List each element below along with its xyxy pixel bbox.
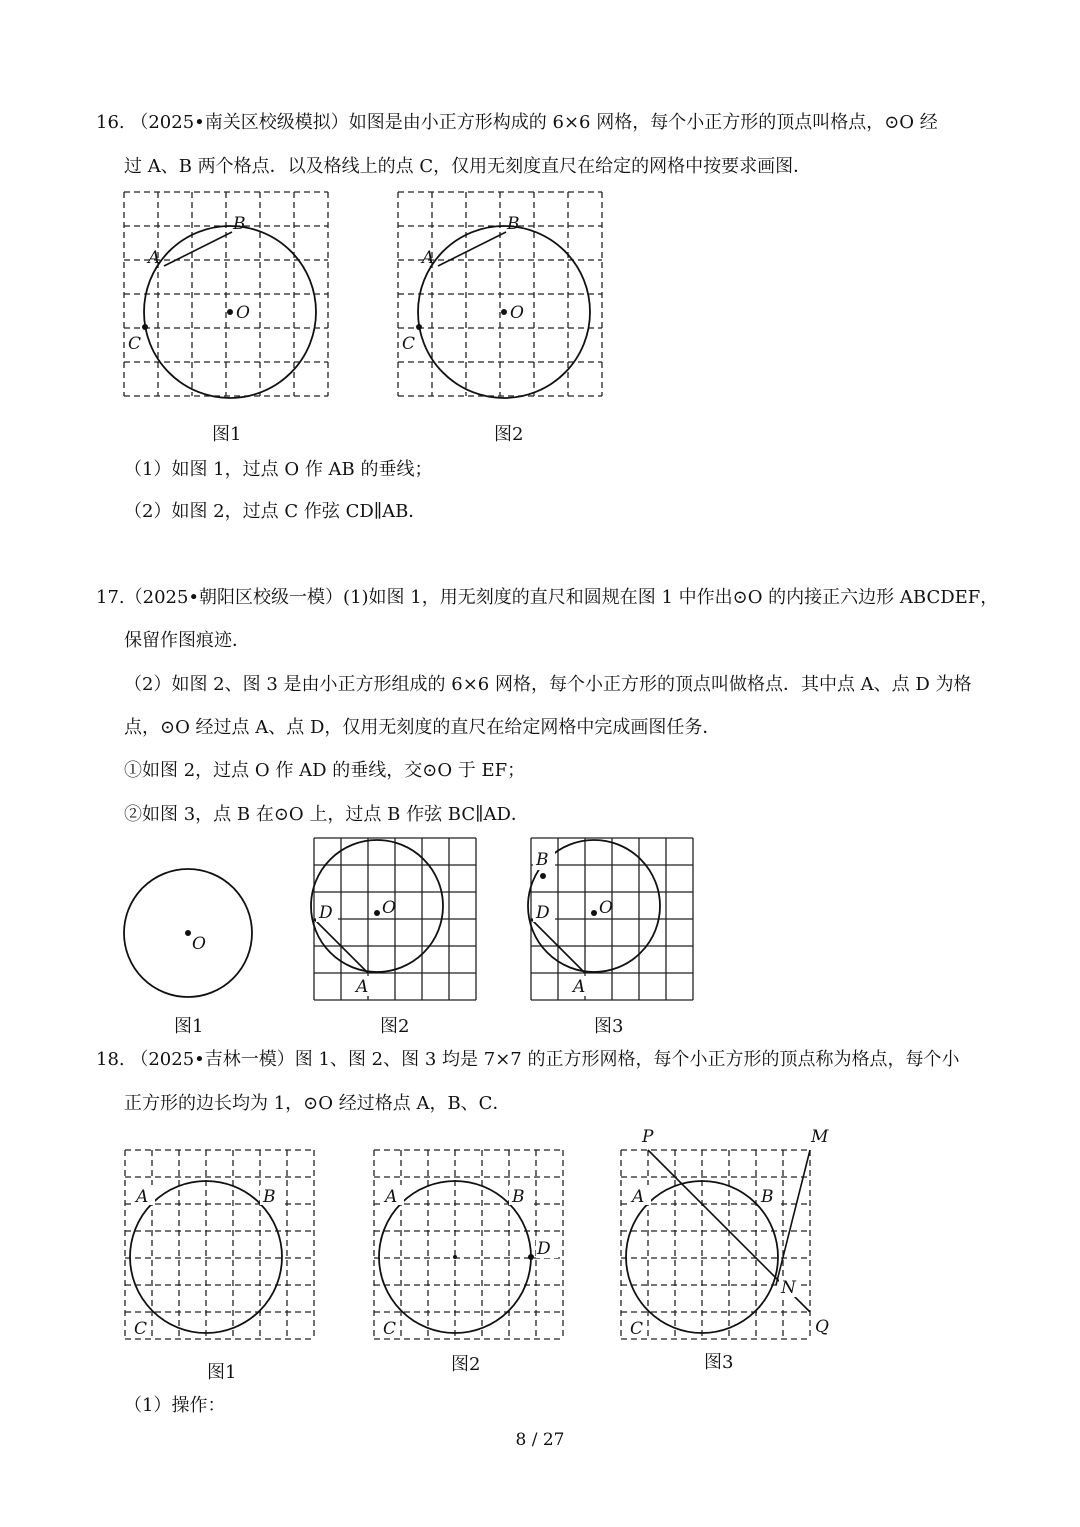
q16-part1: （1）如图 1，过点 O 作 AB 的垂线； [124,459,433,480]
label-o: O [236,303,250,323]
q17-line5: ①如图 2，过点 O 作 AD 的垂线，交⊙O 于 EF； [124,760,526,781]
q17-line2: 保留作图痕迹． [124,630,250,651]
label-c: C [383,1319,397,1339]
chord-ab [438,232,506,266]
q17-line3: （2）如图 2、图 3 是由小正方形组成的 6×6 网格，每个小正方形的顶点叫做格点．其中点 A、点 D 为格 [124,674,972,695]
label-a: A [385,1187,398,1207]
center-point [185,930,191,936]
chord-ab [164,232,232,266]
label-d: D [536,903,550,923]
q16-caption-1: 图1 [212,424,242,445]
q17-caption-1: 图1 [174,1016,204,1037]
label-a: A [356,977,369,997]
label-q: Q [815,1317,829,1337]
q18-part1: （1）操作： [124,1395,226,1416]
q18-line2: 正方形的边长均为 1，⊙O 经过格点 A，B、C． [124,1093,511,1114]
label-b: B [761,1187,774,1207]
q16-part2: （2）如图 2，过点 C 作弦 CD∥AB． [124,501,427,522]
label-a: A [148,248,161,268]
center-point [374,910,380,916]
label-c: C [134,1319,148,1339]
point-c [142,324,148,330]
page-number: 8 / 27 [515,1430,565,1450]
label-b: B [512,1187,525,1207]
label-b: B [536,850,549,870]
q18-caption-2: 图2 [451,1354,481,1375]
label-a: A [573,977,586,997]
q18-figure-3 [614,1125,849,1355]
point-c [416,324,422,330]
label-c: C [630,1319,644,1339]
label-a: A [632,1187,645,1207]
label-a: A [422,248,435,268]
center-point [453,1255,457,1259]
point-b [540,873,546,879]
grid [314,838,476,1000]
q17-figure-1 [115,860,265,1000]
center-point [227,309,233,315]
label-a: A [136,1187,149,1207]
grid [531,838,693,1000]
label-o: O [599,898,613,918]
label-d: D [537,1239,551,1259]
q18-caption-1: 图1 [207,1362,237,1383]
label-c: C [402,334,416,354]
label-d: D [319,903,333,923]
label-o: O [382,898,396,918]
label-c: C [128,334,142,354]
center-point [501,309,507,315]
label-p: P [642,1127,654,1147]
label-b: B [507,214,520,234]
q16-caption-2: 图2 [494,424,524,445]
q16-figure-1 [115,185,355,415]
label-n: N [781,1278,796,1298]
q17-figure-2 [305,830,485,1005]
center-point [591,910,597,916]
label-b: B [263,1187,276,1207]
q16-line1: 16. （2025•南关区校级模拟）如图是由小正方形构成的 6×6 网格，每个小正方形的顶点叫格点，⊙O 经 [96,112,938,133]
label-o: O [192,934,206,954]
point-d [528,1254,534,1260]
q16-figure-2 [389,185,629,415]
label-m: M [811,1127,829,1147]
q17-caption-2: 图2 [380,1016,410,1037]
q18-figure-1 [118,1142,328,1352]
q17-caption-3: 图3 [594,1016,624,1037]
q18-caption-3: 图3 [704,1352,734,1373]
q16-line2: 过 A、B 两个格点．以及格线上的点 C，仅用无刻度直尺在给定的网格中按要求画图． [124,156,812,177]
q18-figure-2 [367,1142,582,1352]
q18-line1: 18. （2025•吉林一模）图 1、图 2、图 3 均是 7×7 的正方形网格，每个小正方形的顶点称为格点，每个小 [96,1049,960,1070]
q17-figure-3 [522,830,702,1005]
line-mn [776,1150,810,1285]
label-o: O [510,303,524,323]
label-b: B [233,214,246,234]
q17-line6: ②如图 3，点 B 在⊙O 上，过点 B 作弦 BC∥AD． [124,804,529,825]
q17-line1: 17.（2025•朝阳区校级一模）(1)如图 1，用无刻度的直尺和圆规在图 1 中作出⊙O 的内接正六边形 ABCDEF， [96,587,999,608]
q17-line4: 点，⊙O 经过点 A、点 D，仅用无刻度的直尺在给定网格中完成画图任务． [124,717,721,738]
